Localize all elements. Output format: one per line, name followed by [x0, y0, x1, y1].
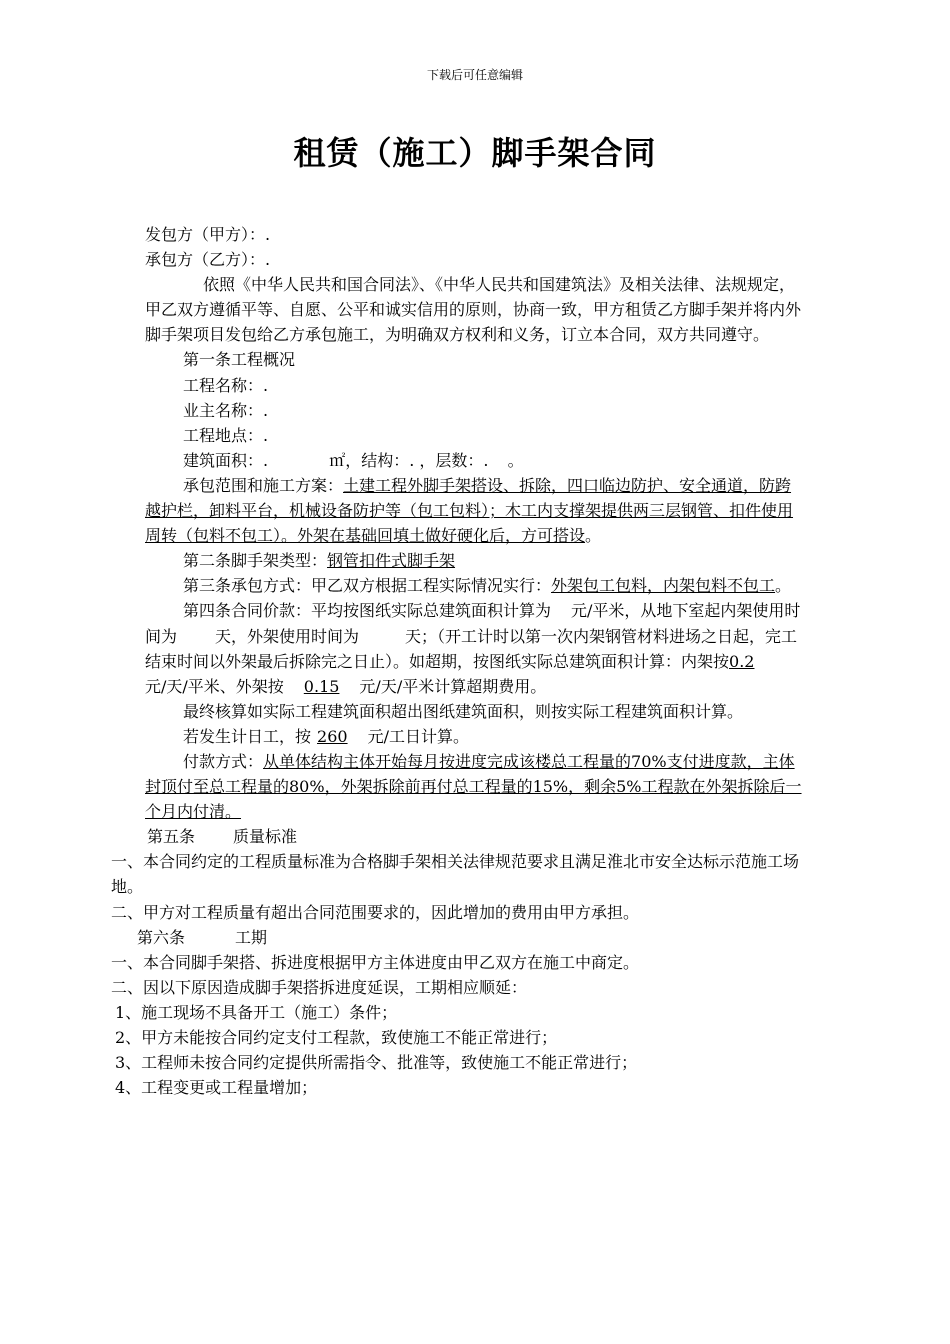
area-unit: ㎡，结构：	[329, 450, 410, 470]
schedule-clause-1: 一、本合同脚手架搭、拆进度根据甲方主体进度由甲乙双方在施工中商定。	[111, 952, 640, 972]
article-4-text-a: 第四条合同价款：平均按图纸实际总建筑面积计算为	[183, 601, 552, 621]
payment-label: 付款方式：	[183, 751, 264, 771]
article-4-text-f: 元/天/平米计算超期费用。	[359, 676, 547, 696]
daywork-text-b: 元/工日计算。	[367, 726, 469, 746]
inner-rate: 0.2	[729, 651, 755, 671]
article-4-text-e: 元/天/平米、外架按	[145, 676, 284, 696]
article-5-heading	[111, 824, 806, 849]
scope-text: 土建工程外脚手架搭设、拆除，四口临边防护、安全通道，防跨越护栏，卸料平台，机械设备防护等（包工包料）；木工内支撑架提供两三层钢管、扣件使用周转（包料不包工）。外架在基础回填土做好硬化后，方可搭设	[145, 475, 794, 546]
party-b-line: 承包方（乙方）：.	[145, 250, 271, 270]
party-a-label: 发包方（甲方）：	[145, 225, 266, 244]
scaffold-type: 钢管扣件式脚手架	[327, 551, 456, 571]
scope-label: 承包范围和施工方案：	[183, 475, 344, 495]
article-5-number: 第五条	[147, 827, 196, 847]
intro-paragraph: 依照《中华人民共和国合同法》、《中华人民共和国建筑法》及相关法律、法规规定，甲乙双方遵循平等、自愿、公平和诚实信用的原则，协商一致，甲方租赁乙方脚手架并将内外脚手架项目发包给乙方承包施工，为明确双方权利和义务，订立本合同，双方共同遵守。	[145, 275, 802, 345]
reason-3: 3、工程师未按合同约定提供所需指令、批准等，致使施工不能正常进行；	[115, 1053, 638, 1073]
article-5-title: 质量标准	[233, 827, 298, 847]
price-blank	[551, 601, 571, 620]
owner-name-label: 业主名称：	[183, 400, 264, 420]
reason-4: 4、工程变更或工程量增加；	[115, 1078, 318, 1098]
party-a-line: 发包方（甲方）：.	[145, 225, 271, 244]
schedule-clause-2: 二、因以下原因造成脚手架搭拆进度延误，工期相应顺延：	[111, 977, 528, 997]
project-site-label: 工程地点：	[183, 425, 264, 445]
floors-end: 。	[507, 450, 524, 470]
daywork-text-a: 若发生计日工，按	[183, 726, 312, 746]
article-4-text-b: 元/平米，从地下室起内架使用时间为	[145, 601, 801, 646]
article-6-number: 第六条	[137, 927, 186, 947]
article-6-heading	[111, 925, 806, 950]
project-site-line: 工程地点：.	[183, 425, 269, 445]
inner-days-blank	[177, 627, 215, 646]
article-1-heading: 第一条工程概况	[183, 350, 296, 370]
daywork-rate: 260	[317, 726, 348, 746]
building-area-line: 建筑面积：. ㎡，结构：. ，层数：. 。	[183, 450, 524, 470]
article-4-text-d: 天；（开工计时以第一次内架钢管材料进场之日起，完工结束时间以外架最后拆除完之日止）。如超期，按图纸实际总建筑面积计算：内架按	[145, 626, 798, 671]
contract-body	[111, 222, 806, 1100]
contract-title: 租赁（施工）脚手架合同	[293, 134, 657, 172]
area-label: 建筑面积：	[183, 450, 264, 470]
contract-method: 外架包工包料，内架包料不包工	[551, 576, 776, 596]
project-name-label: 工程名称：	[183, 375, 264, 395]
article-6-title: 工期	[235, 927, 268, 947]
article-2-label: 第二条脚手架类型：	[183, 551, 328, 571]
owner-name-line: 业主名称：.	[183, 400, 269, 420]
article-3-label: 第三条承包方式：甲乙双方根据工程实际情况实行：	[183, 576, 552, 596]
scope-end: 。	[585, 526, 602, 546]
article-3-line	[111, 573, 806, 598]
page-header: 下载后可任意编辑	[426, 68, 523, 82]
quality-clause-1: 一、本合同约定的工程质量标准为合格脚手架相关法律规范要求且满足淮北市安全达标示范施工场地。	[111, 852, 800, 897]
party-b-label: 承包方（乙方）：	[145, 250, 266, 270]
area-blank	[273, 451, 329, 470]
scope-paragraph	[111, 473, 806, 548]
daywork-line	[111, 724, 806, 749]
payment-text: 从单体结构主体开始每月按进度完成该楼总工程量的70%支付进度款，主体封顶付至总工程量的80%，外架拆除前再付总工程量的15%，剩余5%工程款在外架拆除后一个月内付清。	[145, 751, 802, 822]
article-2-line	[111, 548, 806, 573]
reason-2: 2、甲方未能按合同约定支付工程款，致使施工不能正常进行；	[115, 1028, 558, 1047]
project-name-line: 工程名称：.	[183, 375, 269, 395]
floors-blank	[494, 451, 508, 470]
outer-days-blank	[359, 627, 405, 646]
quality-clause-2: 二、甲方对工程质量有超出合同范围要求的，因此增加的费用由甲方承担。	[111, 902, 640, 922]
outer-rate: 0.15	[303, 676, 340, 696]
final-calculation-paragraph: 最终核算如实际工程建筑面积超出图纸建筑面积，则按实际工程建筑面积计算。	[183, 701, 744, 721]
floors-label: ，层数：	[419, 450, 484, 470]
article-3-end: 。	[775, 576, 792, 596]
reason-1: 1、施工现场不具备开工（施工）条件；	[115, 1002, 398, 1022]
article-4-paragraph	[111, 598, 806, 698]
payment-paragraph	[111, 749, 806, 824]
article-4-text-c: 天，外架使用时间为	[215, 626, 360, 646]
